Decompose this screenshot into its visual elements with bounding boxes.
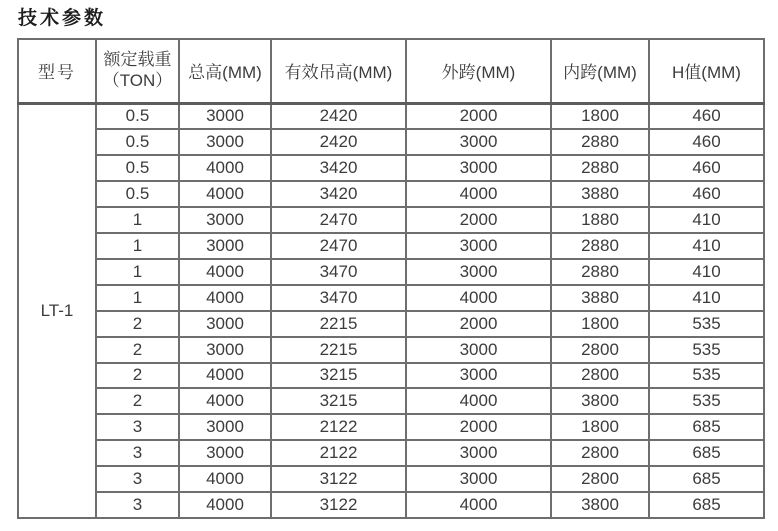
cell-load: 3	[96, 492, 179, 518]
cell-effective-height: 3470	[271, 285, 406, 311]
cell-effective-height: 3420	[271, 181, 406, 207]
cell-h-value: 535	[649, 311, 764, 337]
table-row	[18, 129, 764, 155]
cell-inner-span: 2880	[551, 155, 649, 181]
cell-load: 2	[96, 388, 179, 414]
cell-effective-height: 2420	[271, 103, 406, 129]
table-body	[18, 103, 764, 518]
model-value-cell: LT-1	[18, 103, 96, 518]
cell-total-height: 3000	[179, 129, 271, 155]
cell-inner-span: 3880	[551, 181, 649, 207]
cell-h-value: 460	[649, 155, 764, 181]
table-row	[18, 155, 764, 181]
cell-h-value: 685	[649, 466, 764, 492]
table-header	[18, 39, 764, 103]
cell-effective-height: 3122	[271, 492, 406, 518]
cell-effective-height: 2122	[271, 440, 406, 466]
cell-total-height: 3000	[179, 207, 271, 233]
cell-total-height: 3000	[179, 440, 271, 466]
cell-total-height: 3000	[179, 311, 271, 337]
cell-load: 1	[96, 233, 179, 259]
table-row	[18, 337, 764, 363]
header-rated-load-line2: （TON）	[102, 70, 173, 90]
cell-total-height: 4000	[179, 363, 271, 389]
page-title: 技术参数	[18, 8, 107, 29]
cell-h-value: 535	[649, 388, 764, 414]
table-row	[18, 103, 764, 129]
header-rated-load	[96, 39, 179, 103]
cell-inner-span: 3800	[551, 492, 649, 518]
cell-inner-span: 2880	[551, 233, 649, 259]
cell-outer-span: 3000	[406, 363, 551, 389]
cell-load: 2	[96, 311, 179, 337]
cell-effective-height: 3470	[271, 259, 406, 285]
cell-outer-span: 3000	[406, 129, 551, 155]
table-row	[18, 388, 764, 414]
cell-total-height: 4000	[179, 181, 271, 207]
header-rated-load-line1: 额定载重	[103, 50, 172, 70]
cell-effective-height: 3420	[271, 155, 406, 181]
cell-outer-span: 3000	[406, 466, 551, 492]
cell-effective-height: 3122	[271, 466, 406, 492]
cell-outer-span: 4000	[406, 492, 551, 518]
cell-effective-height: 2215	[271, 337, 406, 363]
cell-inner-span: 2800	[551, 363, 649, 389]
cell-total-height: 4000	[179, 466, 271, 492]
cell-load: 1	[96, 259, 179, 285]
cell-effective-height: 2470	[271, 207, 406, 233]
cell-effective-height: 2122	[271, 414, 406, 440]
table-row	[18, 414, 764, 440]
cell-load: 0.5	[96, 181, 179, 207]
cell-outer-span: 2000	[406, 103, 551, 129]
cell-total-height: 3000	[179, 414, 271, 440]
header-inner-span: 内跨(MM)	[551, 39, 649, 103]
cell-outer-span: 4000	[406, 285, 551, 311]
cell-h-value: 410	[649, 259, 764, 285]
cell-inner-span: 3880	[551, 285, 649, 311]
cell-outer-span: 3000	[406, 337, 551, 363]
cell-h-value: 410	[649, 233, 764, 259]
table-row	[18, 440, 764, 466]
cell-h-value: 460	[649, 103, 764, 129]
table-row	[18, 181, 764, 207]
table-row	[18, 285, 764, 311]
cell-h-value: 460	[649, 129, 764, 155]
cell-outer-span: 2000	[406, 311, 551, 337]
cell-load: 2	[96, 337, 179, 363]
table-row	[18, 207, 764, 233]
cell-load: 1	[96, 285, 179, 311]
cell-total-height: 4000	[179, 155, 271, 181]
cell-load: 2	[96, 363, 179, 389]
cell-outer-span: 3000	[406, 155, 551, 181]
cell-inner-span: 2880	[551, 129, 649, 155]
cell-h-value: 685	[649, 440, 764, 466]
cell-inner-span: 1880	[551, 207, 649, 233]
table-row	[18, 311, 764, 337]
table-row	[18, 492, 764, 518]
cell-load: 1	[96, 207, 179, 233]
cell-outer-span: 4000	[406, 388, 551, 414]
header-h-value: H值(MM)	[649, 39, 764, 103]
cell-outer-span: 3000	[406, 233, 551, 259]
cell-inner-span: 3800	[551, 388, 649, 414]
cell-total-height: 4000	[179, 259, 271, 285]
cell-inner-span: 2800	[551, 466, 649, 492]
cell-h-value: 535	[649, 363, 764, 389]
cell-effective-height: 3215	[271, 363, 406, 389]
cell-inner-span: 2880	[551, 259, 649, 285]
table-row	[18, 466, 764, 492]
table-row	[18, 363, 764, 389]
cell-load: 0.5	[96, 155, 179, 181]
header-model: 型号	[18, 39, 96, 103]
cell-effective-height: 3215	[271, 388, 406, 414]
cell-inner-span: 1800	[551, 103, 649, 129]
header-outer-span: 外跨(MM)	[406, 39, 551, 103]
cell-h-value: 685	[649, 492, 764, 518]
cell-outer-span: 4000	[406, 181, 551, 207]
cell-effective-height: 2215	[271, 311, 406, 337]
table-row	[18, 233, 764, 259]
cell-load: 0.5	[96, 129, 179, 155]
cell-total-height: 3000	[179, 337, 271, 363]
cell-load: 3	[96, 414, 179, 440]
cell-total-height: 3000	[179, 233, 271, 259]
cell-inner-span: 2800	[551, 337, 649, 363]
cell-outer-span: 3000	[406, 440, 551, 466]
cell-total-height: 4000	[179, 285, 271, 311]
cell-load: 3	[96, 466, 179, 492]
cell-total-height: 4000	[179, 492, 271, 518]
cell-inner-span: 2800	[551, 440, 649, 466]
spec-table	[17, 38, 765, 519]
cell-inner-span: 1800	[551, 414, 649, 440]
cell-outer-span: 3000	[406, 259, 551, 285]
cell-effective-height: 2470	[271, 233, 406, 259]
cell-h-value: 410	[649, 285, 764, 311]
header-row	[18, 39, 764, 103]
cell-load: 0.5	[96, 103, 179, 129]
cell-h-value: 535	[649, 337, 764, 363]
cell-effective-height: 2420	[271, 129, 406, 155]
cell-load: 3	[96, 440, 179, 466]
cell-total-height: 3000	[179, 103, 271, 129]
cell-total-height: 4000	[179, 388, 271, 414]
cell-h-value: 460	[649, 181, 764, 207]
cell-inner-span: 1800	[551, 311, 649, 337]
header-effective-height: 有效吊高(MM)	[271, 39, 406, 103]
cell-h-value: 410	[649, 207, 764, 233]
cell-outer-span: 2000	[406, 207, 551, 233]
table-row	[18, 259, 764, 285]
cell-outer-span: 2000	[406, 414, 551, 440]
cell-h-value: 685	[649, 414, 764, 440]
header-total-height: 总高(MM)	[179, 39, 271, 103]
